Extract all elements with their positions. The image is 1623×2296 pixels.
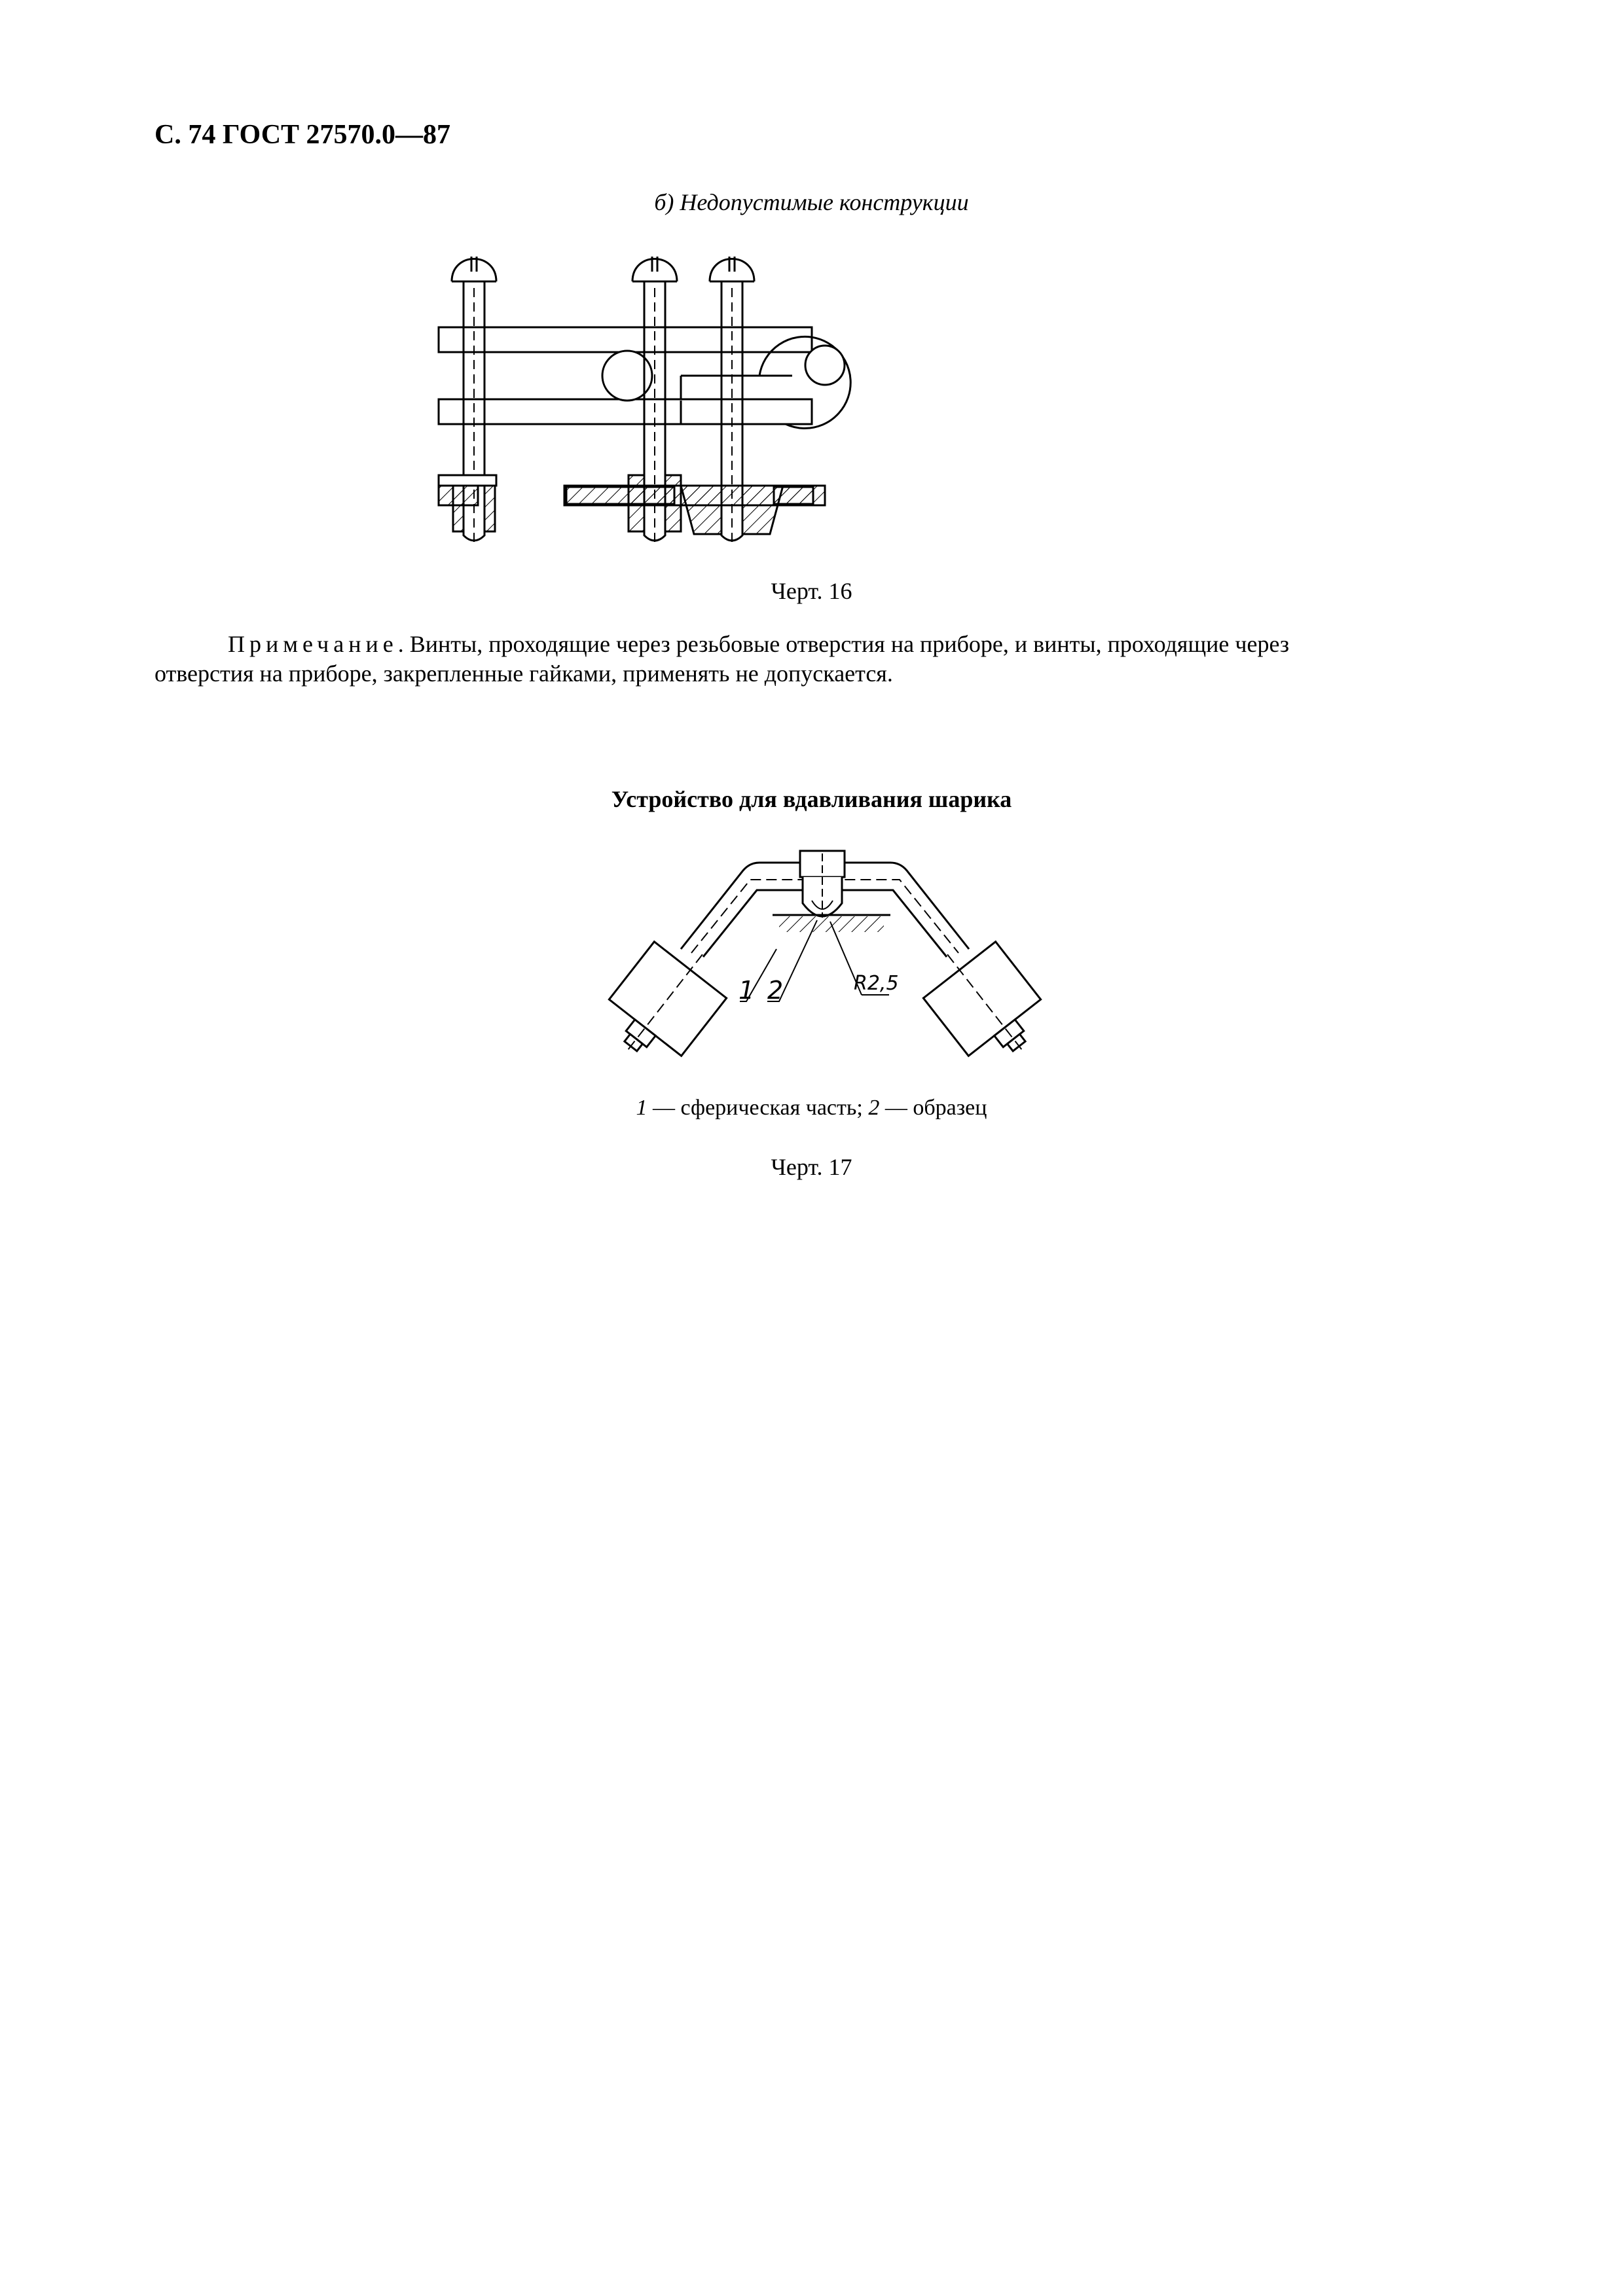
right-base (629, 486, 825, 534)
note-text-line1: . Винты, проходящие через резьбовые отверстия на приборе, и винты, проходящие через (397, 631, 1290, 657)
figure-17-caption: Черт. 17 (771, 1154, 852, 1180)
legend-item2-text: — образец (879, 1096, 987, 1120)
right-weight (911, 926, 1060, 1081)
label-radius: R2,5 (854, 972, 899, 995)
figure-17-legend (0, 1096, 1623, 1121)
label-part-2: 2 (767, 976, 784, 1005)
spherical-indenter (800, 851, 845, 918)
note-label: Примечание (228, 631, 398, 657)
legend-item2-number: 2 (868, 1096, 880, 1120)
legend-item1-text: — сферическая часть; (647, 1096, 869, 1120)
figure-17-title: Устройство для вдавливания шарика (611, 786, 1012, 812)
figure-16-drawing (419, 236, 1257, 602)
figure-16-caption: Черт. 16 (771, 578, 852, 604)
left-weight (590, 926, 739, 1081)
lower-plate (439, 399, 812, 424)
note-text-line2: отверстия на приборе, закрепленные гайками, применять не допускается. (155, 660, 893, 687)
label-part-1: 1 (739, 976, 755, 1005)
upper-plate (439, 327, 812, 352)
note-paragraph (155, 630, 1469, 689)
figure-17-drawing (563, 844, 1087, 1093)
figure-16-subtitle: б) Недопустимые конструкции (654, 189, 969, 215)
page-header: С. 74 ГОСТ 27570.0—87 (155, 120, 451, 150)
legend-item1-number: 1 (636, 1096, 647, 1120)
